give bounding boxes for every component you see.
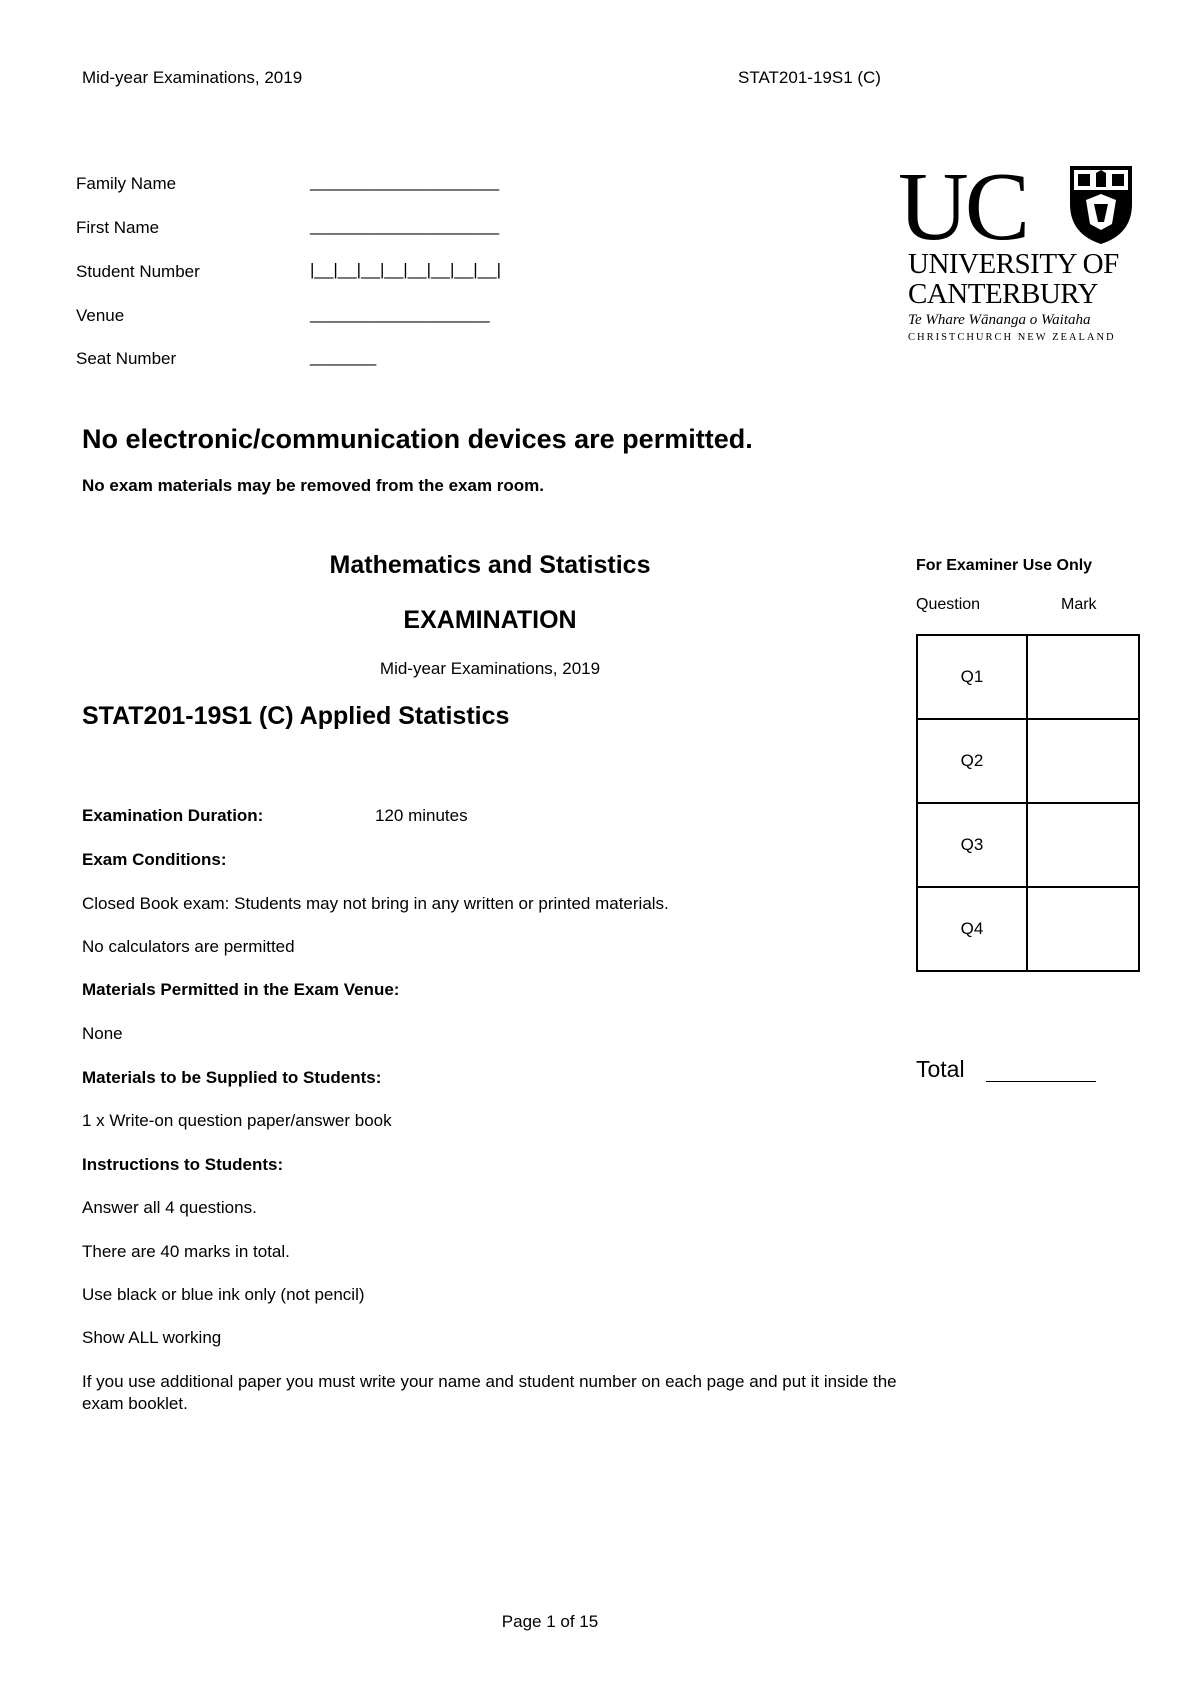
conditions-no-calculators: No calculators are permitted (82, 937, 295, 956)
logo-maori-name: Te Whare Wānanga o Waitaha (908, 312, 1091, 328)
conditions-closed-book: Closed Book exam: Students may not bring in any written or printed materials. (82, 894, 669, 913)
exam-session: Mid-year Examinations, 2019 (379, 659, 601, 678)
student-number-boxes: |__|__|__|__|__|__|__|__| (310, 260, 502, 279)
course-title: STAT201-19S1 (C) Applied Statistics (82, 702, 510, 730)
logo-name-line2: CANTERBURY (908, 278, 1098, 310)
total-line (986, 1081, 1096, 1082)
supplied-label: Materials to be Supplied to Students: (82, 1068, 382, 1087)
table-row (917, 803, 1139, 887)
examiner-use-title: For Examiner Use Only (916, 557, 1093, 574)
question-cell: Q1 (917, 635, 1027, 719)
total-label: Total (916, 1056, 965, 1082)
devices-warning: No electronic/communication devices are permitted. (82, 424, 753, 454)
table-row (917, 887, 1139, 971)
supplied-value: 1 x Write-on question paper/answer book (82, 1111, 392, 1130)
mark-cell (1027, 887, 1139, 971)
seat-number-line: _______ (310, 347, 377, 366)
logo-name-line1: UNIVERSITY OF (908, 248, 1119, 280)
table-row (917, 719, 1139, 803)
department-title: Mathematics and Statistics (329, 551, 651, 579)
instruction-additional-paper: If you use additional paper you must write your name and student number on each page and put it inside the (82, 1372, 897, 1391)
examiner-marks-table (916, 634, 1140, 972)
mark-cell (1027, 803, 1139, 887)
mark-cell (1027, 719, 1139, 803)
instructions-label: Instructions to Students: (82, 1155, 284, 1174)
exam-title: EXAMINATION (403, 606, 577, 634)
instruction-answer-all: Answer all 4 questions. (82, 1198, 257, 1217)
duration-label: Examination Duration: (82, 806, 264, 825)
instruction-ink: Use black or blue ink only (not pencil) (82, 1285, 365, 1304)
conditions-label: Exam Conditions: (82, 850, 227, 869)
first-name-line: ____________________ (310, 216, 500, 235)
question-cell: Q4 (917, 887, 1027, 971)
seat-number-label: Seat Number (76, 349, 177, 368)
family-name-label: Family Name (76, 174, 177, 193)
header-course-code: STAT201-19S1 (C) (738, 68, 881, 87)
logo-uc-mark: UC (898, 153, 1027, 261)
table-row (917, 635, 1139, 719)
crest-icon (1068, 164, 1134, 246)
duration-value: 120 minutes (375, 806, 468, 825)
question-column-header: Question (916, 596, 981, 613)
permitted-label: Materials Permitted in the Exam Venue: (82, 980, 400, 999)
instruction-additional-paper-cont: exam booklet. (82, 1394, 188, 1413)
materials-warning: No exam materials may be removed from the exam room. (82, 476, 545, 495)
student-number-label: Student Number (76, 262, 200, 281)
logo-city: CHRISTCHURCH NEW ZEALAND (908, 332, 1116, 343)
venue-label: Venue (76, 306, 125, 325)
mark-column-header: Mark (1061, 596, 1097, 613)
question-cell: Q3 (917, 803, 1027, 887)
family-name-line: ____________________ (310, 172, 500, 191)
instruction-total-marks: There are 40 marks in total. (82, 1242, 290, 1261)
venue-line: ___________________ (310, 304, 490, 323)
mark-cell (1027, 635, 1139, 719)
instruction-show-working: Show ALL working (82, 1328, 222, 1347)
page-number: Page 1 of 15 (501, 1612, 599, 1631)
permitted-value: None (82, 1024, 123, 1043)
header-exam-session: Mid-year Examinations, 2019 (82, 68, 303, 87)
first-name-label: First Name (76, 218, 160, 237)
university-logo (898, 153, 1138, 348)
question-cell: Q2 (917, 719, 1027, 803)
